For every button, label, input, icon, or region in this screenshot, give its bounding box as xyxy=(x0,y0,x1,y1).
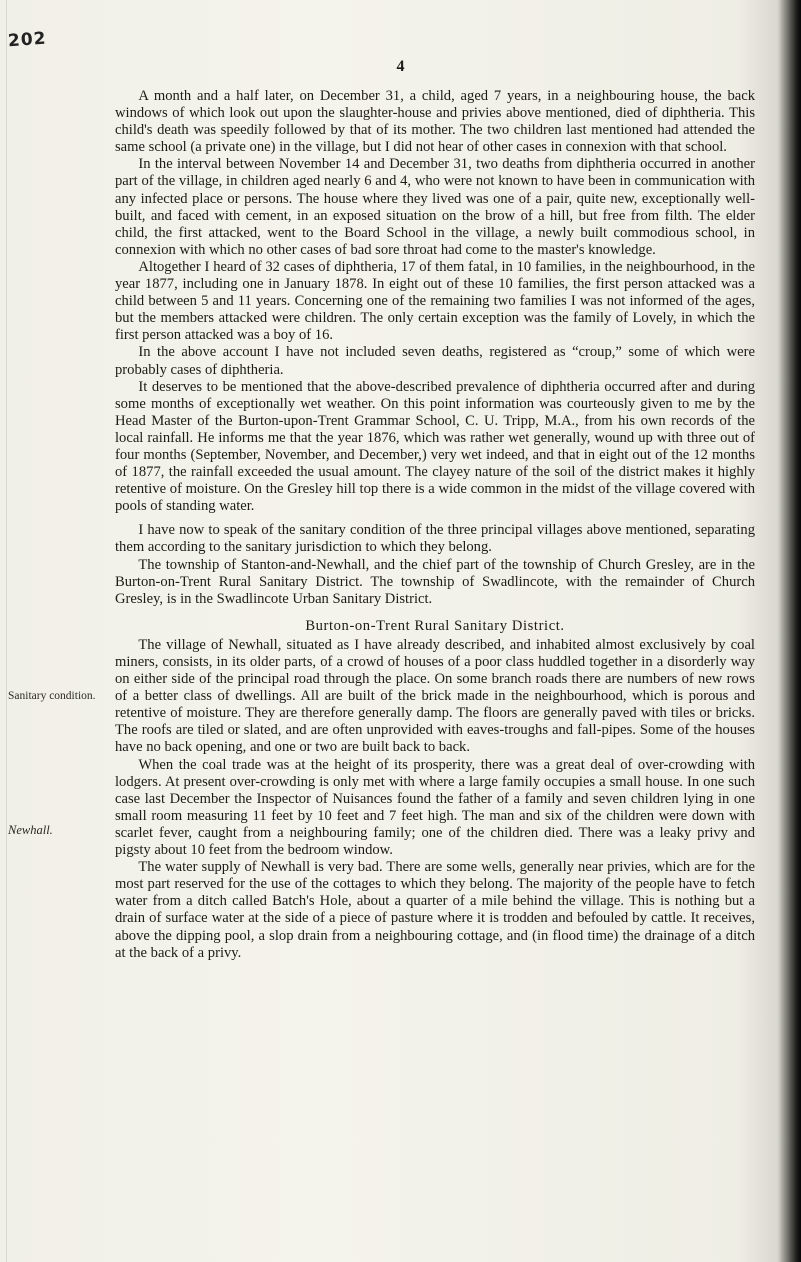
handwritten-folio-number: 202 xyxy=(7,28,48,52)
paragraph: I have now to speak of the sanitary condition of the three principal villages above mentioned, separating them according to the sanitary jurisdiction to which they belong. xyxy=(115,522,755,556)
paragraph: A month and a half later, on December 31, a child, aged 7 years, in a neighbouring house, the back windows of which look out upon the slaughter-house and privies above mentioned, died of diphtheria. This child's death was speedily followed by that of its mother. The two children last mentioned had attended the same school (a private one) in the village, but I did not hear of other cases in connexion with that school. xyxy=(115,88,755,156)
paragraph: Altogether I heard of 32 cases of diphtheria, 17 of them fatal, in 10 families, in the neighbourhood, in the year 1877, including one in January 1878. In eight out of these 10 families, the first person attacked was a child between 5 and 11 years. Concerning one of the remaining two families I was not informed of the ages, but the members attacked were children. The only certain exception was the family of Lovely, in which the first person attacked was a boy of 16. xyxy=(115,258,755,344)
margin-note-sanitary-condition: Sanitary condition. xyxy=(8,690,96,702)
margin-note-newhall: Newhall. xyxy=(8,823,53,837)
paragraph: In the interval between November 14 and December 31, two deaths from diphtheria occurred in another part of the village, in children aged nearly 6 and 4, who were not known to have been in communication with any infected place or persons. The house where they lived was one of a pair, quite new, exceptionally well-built, and faced with cement, in an exposed situation on the brow of a hill, but free from filth. The elder child, the first attacked, went to the Board School in the village, a newly built commodious school, in connexion with which no other cases of bad sore throat had come to the master's knowledge. xyxy=(115,156,755,258)
paragraph: The water supply of Newhall is very bad. There are some wells, generally near privies, which are for the most part reserved for the use of the cottages to which they belong. The majority of the people have to fetch water from a ditch called Batch's Hole, about a quarter of a mile behind the village. This is nothing but a drain of surface water at the side of a piece of pasture where it is trodden and befouled by cattle. It receives, above the dipping pool, a slop drain from a neighbouring cottage, and (in flood time) the drainage of a ditch at the back of a privy. xyxy=(115,859,755,961)
paragraph: When the coal trade was at the height of its prosperity, there was a great deal of over-crowding with lodgers. At present over-crowding is only met with where a large family occupies a small house. In one such case last December the Inspector of Nuisances found the father of a family and seven children lying in one small room measuring 11 feet by 10 feet and 7 feet high. The man and six of the children were down with scarlet fever, caught from a neighbouring family; one of the children died. There was a leaky privy and pigsty about 10 feet from the bedroom window. xyxy=(115,756,755,859)
body-text xyxy=(115,88,755,962)
paragraph: In the above account I have not included seven deaths, registered as “croup,” some of which were probably cases of diphtheria. xyxy=(115,344,755,378)
page-number: 4 xyxy=(396,58,405,75)
page-edge-shadow xyxy=(779,0,801,1262)
paragraph: The township of Stanton-and-Newhall, and the chief part of the township of Church Gresley, are in the Burton-on-Trent Rural Sanitary District. The township of Swadlincote, with the remainder of Church Gresley, is in the Swadlincote Urban Sanitary District. xyxy=(115,556,755,607)
section-heading: Burton-on-Trent Rural Sanitary District. xyxy=(305,617,565,634)
page-fold-line xyxy=(6,0,7,1262)
paragraph: The village of Newhall, situated as I have already described, and inhabited almost exclusively by coal miners, consists, in its older parts, of a crowd of houses of a poor class huddled together in a disorderly way on either side of the principal road through the place. On some branch roads there are numbers of new rows of a better class of dwellings. All are built of the brick made in the neighbourhood, which is porous and retentive of moisture. They are therefore generally damp. The floors are generally paved with tiles or bricks. The roofs are tiled or slated, and are often unprovided with eaves-troughs and fall-pipes. Some of the houses have no back opening, and one or two are built back to back. xyxy=(115,636,755,756)
paragraph: It deserves to be mentioned that the above-described prevalence of diphtheria occurred after and during some months of exceptionally wet weather. On this point information was courteously given to me by the Head Master of the Burton-upon-Trent Grammar School, C. U. Tripp, M.A., from his own records of the local rainfall. He informs me that the year 1876, which was rather wet generally, wound up with three out of four months (September, November, and December,) very wet indeed, and that in eight out of the 12 months of 1877, the rainfall exceeded the usual amount. The clayey nature of the soil of the district makes it highly retentive of moisture. On the Gresley hill top there is a wide common in the midst of the village covered with pools of standing water. xyxy=(115,378,755,515)
